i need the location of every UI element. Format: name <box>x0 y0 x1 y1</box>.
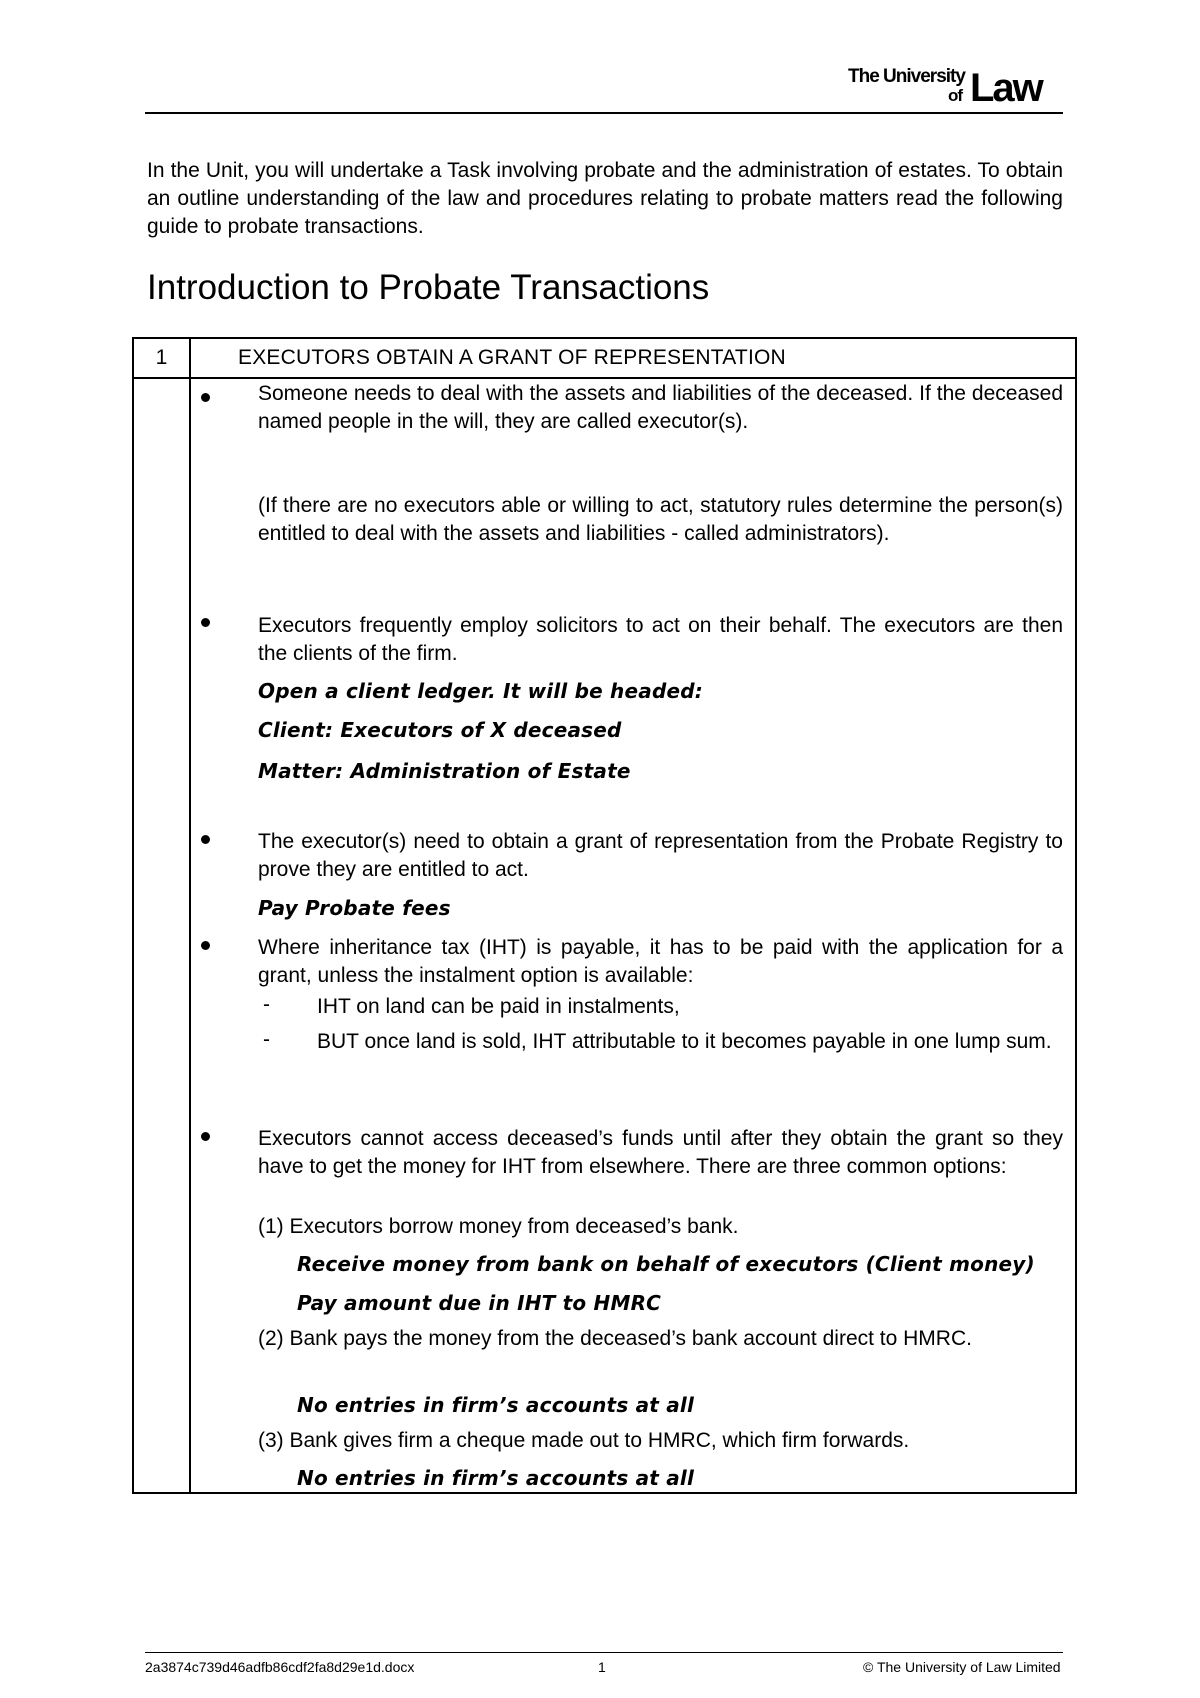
action-client-heading: Client: Executors of X deceased <box>258 718 622 742</box>
bullet-icon <box>201 1132 210 1141</box>
section-number: 1 <box>155 346 168 369</box>
paragraph-executors-definition: Someone needs to deal with the assets and liabilities of the deceased. If the deceased named people in the will, they are called executor(s). <box>258 382 1063 433</box>
intro-paragraph: In the Unit, you will undertake a Task involving probate and the administration of estates. To obtain an outline understanding of the law and procedures relating to probate matters read the following guide to probate transactions. <box>147 159 1063 238</box>
section-heading: EXECUTORS OBTAIN A GRANT OF REPRESENTATION <box>238 346 786 369</box>
option-2-bank-pays: (2) Bank pays the money from the deceased’s bank account direct to HMRC. <box>258 1327 972 1350</box>
bullet-icon <box>201 393 210 402</box>
table-header-divider <box>132 377 1077 379</box>
bullet-icon <box>201 618 210 627</box>
action-pay-probate-fees: Pay Probate fees <box>258 896 451 920</box>
footer-copyright: © The University of Law Limited <box>863 1659 1061 1675</box>
paragraph-funds-access: Executors cannot access deceased’s funds until after they obtain the grant so they have to get the money for IHT from elsewhere. There are three common options: <box>258 1127 1063 1178</box>
dash-marker: - <box>263 993 270 1016</box>
paragraph-administrators: (If there are no executors able or willing to act, statutory rules determine the person(s) entitled to deal with the assets and liabilities - called administrators). <box>258 494 1063 545</box>
paragraph-solicitors: Executors frequently employ solicitors to act on their behalf. The executors are then the clients of the firm. <box>258 614 1063 665</box>
action-open-client-ledger: Open a client ledger. It will be headed: <box>258 679 703 703</box>
footer-rule <box>145 1652 1063 1653</box>
logo-text-law: Law <box>970 66 1042 110</box>
action-matter-heading: Matter: Administration of Estate <box>258 759 631 783</box>
bullet-icon <box>201 835 210 844</box>
paragraph-inheritance-tax: Where inheritance tax (IHT) is payable, it has to be paid with the application for a grant, unless the instalment option is available: <box>258 936 1063 987</box>
footer-filename: 2a3874c739d46adfb86cdf2fa8d29e1d.docx <box>145 1659 415 1675</box>
option-1-borrow: (1) Executors borrow money from deceased’s bank. <box>258 1215 739 1238</box>
footer-page-number: 1 <box>598 1659 606 1675</box>
bullet-icon <box>201 941 210 950</box>
paragraph-grant-of-representation: The executor(s) need to obtain a grant of representation from the Probate Registry to prove they are entitled to act. <box>258 830 1063 881</box>
sub-item-instalments: IHT on land can be paid in instalments, <box>317 995 680 1018</box>
header-rule <box>145 112 1063 114</box>
table-column-divider <box>189 337 191 1494</box>
action-receive-money: Receive money from bank on behalf of executors (Client money) <box>297 1252 1035 1276</box>
logo-text-the-university: The University <box>848 66 965 87</box>
university-logo <box>848 64 1050 110</box>
option-3-cheque: (3) Bank gives firm a cheque made out to HMRC, which firm forwards. <box>258 1429 910 1452</box>
sub-item-lump-sum: BUT once land is sold, IHT attributable to it becomes payable in one lump sum. <box>317 1030 1052 1053</box>
action-no-entries: No entries in firm’s accounts at all <box>297 1393 695 1417</box>
logo-text-of: of <box>948 86 963 105</box>
dash-marker: - <box>263 1028 270 1051</box>
document-title: Introduction to Probate Transactions <box>147 268 710 307</box>
action-no-entries: No entries in firm’s accounts at all <box>297 1466 695 1490</box>
action-pay-iht: Pay amount due in IHT to HMRC <box>297 1291 662 1315</box>
